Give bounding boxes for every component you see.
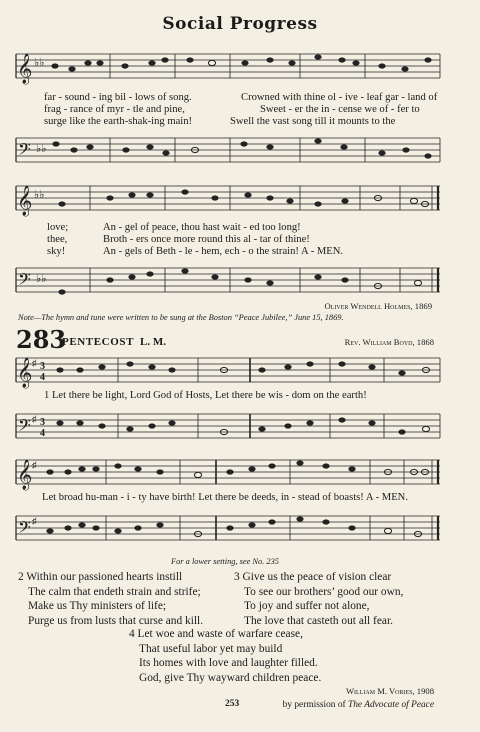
music-staff-treble-2	[0, 182, 480, 222]
svg-text:𝄞: 𝄞	[17, 54, 33, 84]
meter: L. M.	[140, 336, 166, 348]
svg-text:3: 3	[40, 361, 45, 372]
section-header: Social Progress	[162, 14, 318, 34]
tune-name: PENTECOST	[62, 336, 135, 348]
stanza-line: 2 Within our passioned hearts instill	[18, 571, 183, 583]
permission-source: The Advocate of Peace	[348, 700, 434, 710]
stanza-3	[234, 570, 403, 628]
hymn-number: 283	[16, 325, 67, 354]
lyric-line: Broth - ers once more round this al - tar of thine!	[103, 234, 310, 245]
svg-text:♭♭: ♭♭	[34, 189, 45, 201]
stanza-line: Its homes with love and laughter filled.	[139, 657, 318, 670]
svg-text:𝄞: 𝄞	[17, 358, 33, 388]
stanza-line: To joy and suffer not alone,	[244, 600, 370, 613]
svg-text:𝄢: 𝄢	[18, 269, 31, 293]
svg-text:♯: ♯	[32, 516, 37, 526]
lyric-line: thee,	[47, 234, 68, 245]
svg-text:3: 3	[40, 417, 45, 428]
svg-text:𝄢: 𝄢	[18, 415, 31, 439]
lyric-line: Let broad hu-man - i - ty have birth! Let there be deeds, in - stead of boasts! A - MEN.	[42, 492, 408, 503]
music-staff-bass-4	[0, 510, 480, 546]
lyric-line: An - gels of Beth - le - hem, ech - o the strain! A - MEN.	[103, 246, 344, 257]
lyric-line: sky!	[47, 246, 66, 257]
lyric-line: Swell the vast song till it mounts to the	[230, 116, 396, 127]
lyric-line: far - sound - ing bil - lows of song.	[44, 92, 192, 103]
stanza-line: Purge us from lusts that curse and kill.	[28, 614, 204, 627]
music-staff-treble-4	[0, 456, 480, 492]
music-staff-treble-1	[0, 50, 480, 90]
music-staff-bass-3	[0, 408, 480, 444]
lyric-line: Crowned with thine ol - ive - leaf gar - land of	[241, 92, 438, 103]
composer-credit: Rev. William Boyd, 1868	[344, 337, 434, 347]
stanza-line: Make us Thy ministers of life;	[28, 600, 167, 613]
lyric-line: love;	[47, 222, 69, 233]
svg-text:4: 4	[40, 372, 45, 383]
stanza-2	[18, 570, 203, 628]
svg-text:𝄞: 𝄞	[17, 186, 33, 216]
svg-text:♭♭: ♭♭	[34, 57, 45, 69]
lyric-line: 1 Let there be light, Lord God of Hosts, Let there be wis - dom on the earth!	[44, 390, 367, 401]
lyric-line: Sweet - er the in - cense we of - fer to	[260, 104, 420, 115]
stanza-line: The calm that endeth strain and strife;	[28, 585, 201, 598]
svg-text:♯: ♯	[32, 460, 37, 470]
svg-text:♯: ♯	[32, 358, 37, 368]
stanza-line: That useful labor yet may build	[139, 642, 283, 655]
lyric-line: An - gel of peace, thou hast wait - ed too long!	[103, 222, 301, 233]
hymn-footnote: Note—The hymn and tune were written to be sung at the Boston “Peace Jubilee,” June 15, 1869.	[18, 313, 344, 322]
music-staff-bass-2	[0, 262, 480, 302]
permission-prefix: by permission of	[282, 700, 346, 710]
permission-credit	[283, 699, 434, 711]
lyric-line: frag - rance of myr - tle and pine,	[44, 104, 185, 115]
page-number: 253	[225, 699, 240, 709]
hymn-author-credit: Oliver Wendell Holmes, 1869	[324, 301, 432, 311]
svg-text:𝄞: 𝄞	[17, 460, 33, 490]
text-author-credit: William M. Vories, 1908	[345, 686, 434, 696]
music-staff-bass-1	[0, 132, 480, 172]
stanza-line: 4 Let woe and waste of warfare cease,	[129, 628, 303, 640]
stanza-line: God, give Thy wayward children peace.	[139, 671, 322, 684]
svg-text:𝄢: 𝄢	[18, 517, 31, 541]
stanza-line: The love that casteth out all fear.	[244, 614, 393, 627]
lower-setting-note: For a lower setting, see No. 235	[171, 557, 279, 566]
music-staff-treble-3	[0, 354, 480, 390]
svg-text:♭♭: ♭♭	[36, 273, 47, 285]
stanza-line: To see our brothers’ good our own,	[244, 585, 404, 598]
lyric-line: surge like the earth-shak-ing main!	[44, 116, 193, 127]
svg-text:♭♭: ♭♭	[36, 143, 47, 155]
stanza-4	[129, 627, 321, 685]
stanza-line: 3 Give us the peace of vision clear	[234, 571, 392, 583]
svg-text:𝄢: 𝄢	[18, 139, 31, 163]
svg-text:4: 4	[40, 428, 45, 439]
svg-text:♯: ♯	[32, 414, 37, 424]
